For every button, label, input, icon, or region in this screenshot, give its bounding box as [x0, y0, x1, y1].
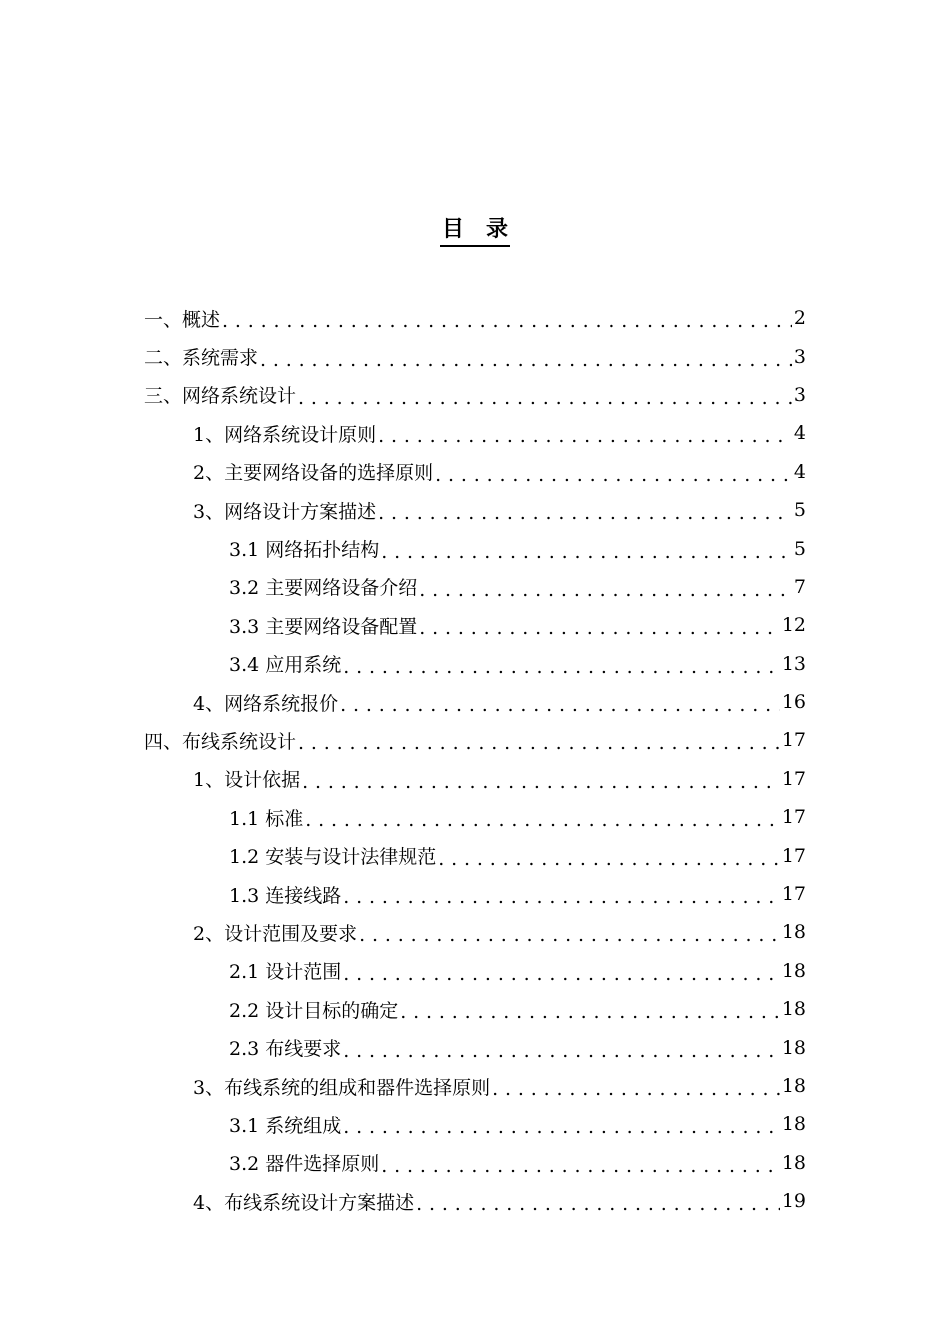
toc-entry-text: 三、网络系统设计: [144, 385, 297, 408]
toc-page-number: 18: [781, 1113, 806, 1136]
toc-page-number: 7: [793, 575, 806, 598]
toc-dot-leader: [260, 349, 792, 371]
toc-dot-leader: [343, 1040, 780, 1062]
toc-list: [0, 299, 950, 1220]
toc-dot-leader: [416, 1193, 780, 1215]
toc-dot-leader: [302, 771, 780, 793]
toc-entry-text: 1.1 标准: [229, 807, 304, 830]
toc-page-number: 4: [793, 422, 806, 445]
toc-dot-leader: [298, 732, 780, 754]
toc-title-text: 目 录: [440, 212, 510, 247]
toc-dot-leader: [343, 656, 780, 678]
toc-dot-leader: [343, 886, 780, 908]
toc-entry-text: 3.2 主要网络设备介绍: [229, 577, 418, 600]
toc-entry[interactable]: [0, 913, 950, 951]
toc-dot-leader: [435, 464, 792, 486]
toc-entry[interactable]: [0, 453, 950, 491]
toc-entry-text: 3.3 主要网络设备配置: [229, 615, 418, 638]
toc-dot-leader: [343, 1116, 780, 1138]
toc-page-number: 17: [781, 729, 806, 752]
toc-entry[interactable]: [0, 952, 950, 990]
toc-entry[interactable]: [0, 721, 950, 759]
toc-entry-text: 3.4 应用系统: [229, 654, 342, 677]
toc-dot-leader: [492, 1078, 780, 1100]
toc-entry[interactable]: [0, 529, 950, 567]
toc-page-number: 3: [793, 345, 806, 368]
toc-dot-leader: [419, 617, 780, 639]
toc-dot-leader: [359, 924, 780, 946]
toc-dot-leader: [305, 809, 780, 831]
toc-page-number: 17: [781, 883, 806, 906]
toc-entry[interactable]: [0, 606, 950, 644]
toc-dot-leader: [343, 963, 780, 985]
toc-dot-leader: [222, 310, 792, 332]
toc-entry-text: 3.2 器件选择原则: [229, 1153, 380, 1176]
toc-entry-text: 1、设计依据: [193, 769, 301, 792]
toc-entry-text: 3、布线系统的组成和器件选择原则: [193, 1076, 491, 1099]
toc-entry-text: 1、网络系统设计原则: [193, 423, 377, 446]
toc-entry-text: 3.1 系统组成: [229, 1114, 342, 1137]
toc-page-number: 18: [781, 1075, 806, 1097]
toc-dot-leader: [419, 579, 792, 601]
toc-entry[interactable]: [0, 491, 950, 529]
toc-entry[interactable]: [0, 414, 950, 452]
toc-page-number: 2: [793, 307, 806, 330]
toc-entry-text: 一、概述: [144, 308, 221, 331]
toc-page-number: 3: [793, 383, 806, 406]
toc-page-number: 17: [781, 844, 806, 867]
toc-entry-text: 2、设计范围及要求: [193, 922, 358, 945]
toc-entry[interactable]: [0, 1067, 950, 1105]
toc-entry[interactable]: [0, 760, 950, 798]
toc-entry[interactable]: [0, 1028, 950, 1066]
toc-dot-leader: [378, 425, 792, 447]
toc-page-number: 5: [793, 499, 806, 522]
toc-entry[interactable]: [0, 1144, 950, 1182]
toc-page-number: 18: [781, 959, 806, 982]
toc-entry-text: 1.3 连接线路: [229, 884, 342, 907]
toc-dot-leader: [400, 1001, 780, 1023]
toc-page-number: 18: [781, 1036, 806, 1059]
toc-page-number: 18: [781, 1151, 806, 1174]
toc-entry-text: 3、网络设计方案描述: [193, 500, 377, 523]
toc-dot-leader: [378, 502, 792, 524]
toc-entry[interactable]: [0, 1105, 950, 1143]
toc-entry[interactable]: [0, 645, 950, 683]
toc-title: [0, 212, 950, 247]
toc-dot-leader: [381, 541, 792, 563]
toc-entry-text: 2.3 布线要求: [229, 1038, 342, 1061]
toc-entry-text: 2.1 设计范围: [229, 961, 342, 984]
toc-entry-text: 2.2 设计目标的确定: [229, 999, 399, 1022]
toc-entry-text: 3.1 网络拓扑结构: [229, 539, 380, 562]
toc-entry[interactable]: [0, 798, 950, 836]
toc-entry-text: 4、布线系统设计方案描述: [193, 1191, 415, 1214]
toc-entry[interactable]: [0, 683, 950, 721]
toc-page-number: 4: [793, 460, 806, 483]
toc-page-number: 17: [781, 767, 806, 790]
toc-entry-text: 1.2 安装与设计法律规范: [229, 846, 437, 869]
toc-entry[interactable]: [0, 875, 950, 913]
toc-entry[interactable]: [0, 836, 950, 874]
toc-dot-leader: [298, 387, 792, 409]
toc-entry-text: 二、系统需求: [144, 347, 259, 370]
toc-page-number: 12: [781, 614, 806, 637]
toc-entry[interactable]: [0, 990, 950, 1028]
toc-page-number: 19: [781, 1190, 806, 1213]
toc-page-number: 17: [781, 806, 806, 829]
toc-entry[interactable]: [0, 376, 950, 414]
toc-entry[interactable]: [0, 1182, 950, 1220]
toc-dot-leader: [438, 848, 780, 870]
toc-page-number: 18: [781, 921, 806, 944]
toc-entry-text: 4、网络系统报价: [193, 692, 339, 715]
toc-entry[interactable]: [0, 337, 950, 375]
toc-entry[interactable]: [0, 568, 950, 606]
toc-entry-text: 四、布线系统设计: [144, 730, 297, 753]
toc-entry-text: 2、主要网络设备的选择原则: [193, 462, 434, 485]
toc-dot-leader: [340, 694, 780, 716]
toc-entry[interactable]: [0, 299, 950, 337]
toc-dot-leader: [381, 1155, 780, 1177]
toc-page-number: 13: [781, 652, 806, 675]
toc-page-number: 16: [781, 691, 806, 714]
toc-page-number: 5: [793, 537, 806, 560]
toc-page-number: 18: [781, 998, 806, 1021]
